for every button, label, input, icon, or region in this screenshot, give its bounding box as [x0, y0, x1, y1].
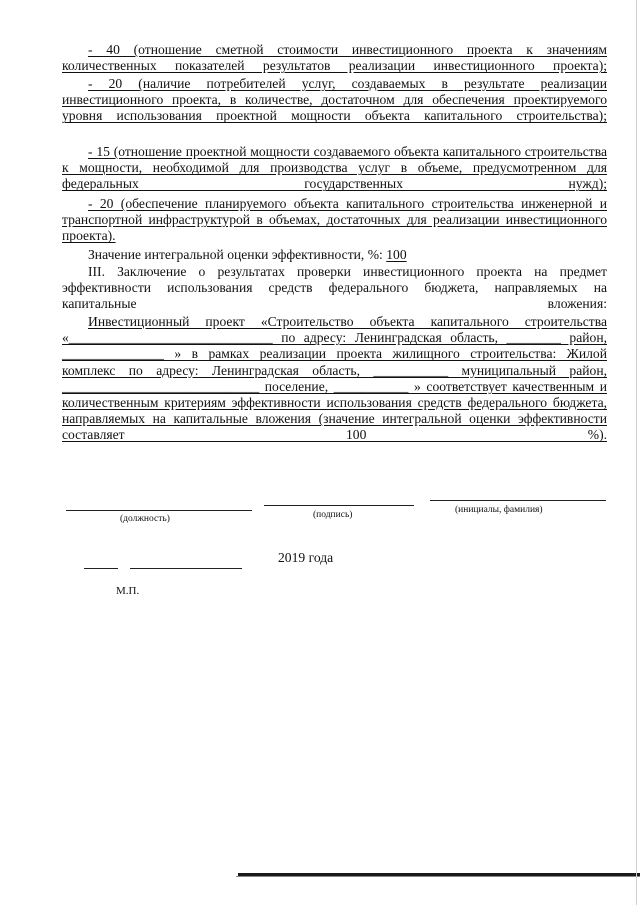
conclusion-text: Инвестиционный проект «Строительство объекта капитального строительства «______________________________ по адресу: Ленинградская область, ________ район, _______________ » в рамках реализации проекта жилищного строительства: Жилой комплекс по адресу: Ленинградская область, ___________ муниципальный район, _____________________________ поселение, ___________ » соответствует качественным и количественным критериям эффективности использования средств федерального бюджета, направляемых на капитальные вложения (значение интегральной оценки эффективности составляет 100 %).	[62, 314, 607, 443]
scan-edge-shadow	[236, 876, 640, 877]
name-caption: (инициалы, фамилия)	[455, 505, 543, 515]
criterion-15-text: - 15 (отношение проектной мощности создаваемого объекта капитального строительства к мощности, необходимой для производства услуг в объеме, предусмотренном для федеральных государственных нужд);	[62, 144, 607, 192]
position-line	[66, 510, 252, 511]
criterion-40-text: - 40 (отношение сметной стоимости инвестиционного проекта к значениям количественных показателей результатов реализации инвестиционного проекта);	[62, 42, 607, 74]
criterion-20-b-text: - 20 (обеспечение планируемого объекта капитального строительства инженерной и транспортной инфраструктурой в объемах, достаточных для реализации инвестиционного проекта).	[62, 196, 607, 244]
scan-border	[636, 0, 637, 905]
criterion-20-a-text: - 20 (наличие потребителей услуг, создаваемых в результате реализации инвестиционного проекта, в количестве, достаточном для обеспечения проектируемого уровня использования проектной мощности объекта капитального строительства);	[62, 76, 607, 124]
position-caption: (должность)	[120, 514, 170, 524]
integral-score-value: 100	[386, 247, 407, 262]
conclusion-paragraph	[62, 314, 607, 444]
criterion-40	[62, 42, 607, 74]
month-line	[130, 568, 242, 569]
signature-line	[264, 505, 414, 506]
criterion-20-b	[62, 196, 607, 245]
section-iii-text: III. Заключение о результатах проверки инвестиционного проекта на предмет эффективности использования средств федерального бюджета, направляемых на капитальные вложения:	[62, 264, 607, 312]
section-iii-heading	[62, 264, 607, 313]
day-line	[84, 568, 118, 569]
stamp-place: М.П.	[116, 585, 140, 597]
integral-score-label: Значение интегральной оценки эффективности, %:	[88, 247, 383, 262]
year-text: 2019 года	[278, 550, 334, 565]
criterion-15	[62, 144, 607, 193]
integral-score-line	[62, 247, 607, 263]
signature-caption: (подпись)	[313, 510, 353, 520]
name-line	[430, 500, 606, 501]
criterion-20-a	[62, 76, 607, 125]
